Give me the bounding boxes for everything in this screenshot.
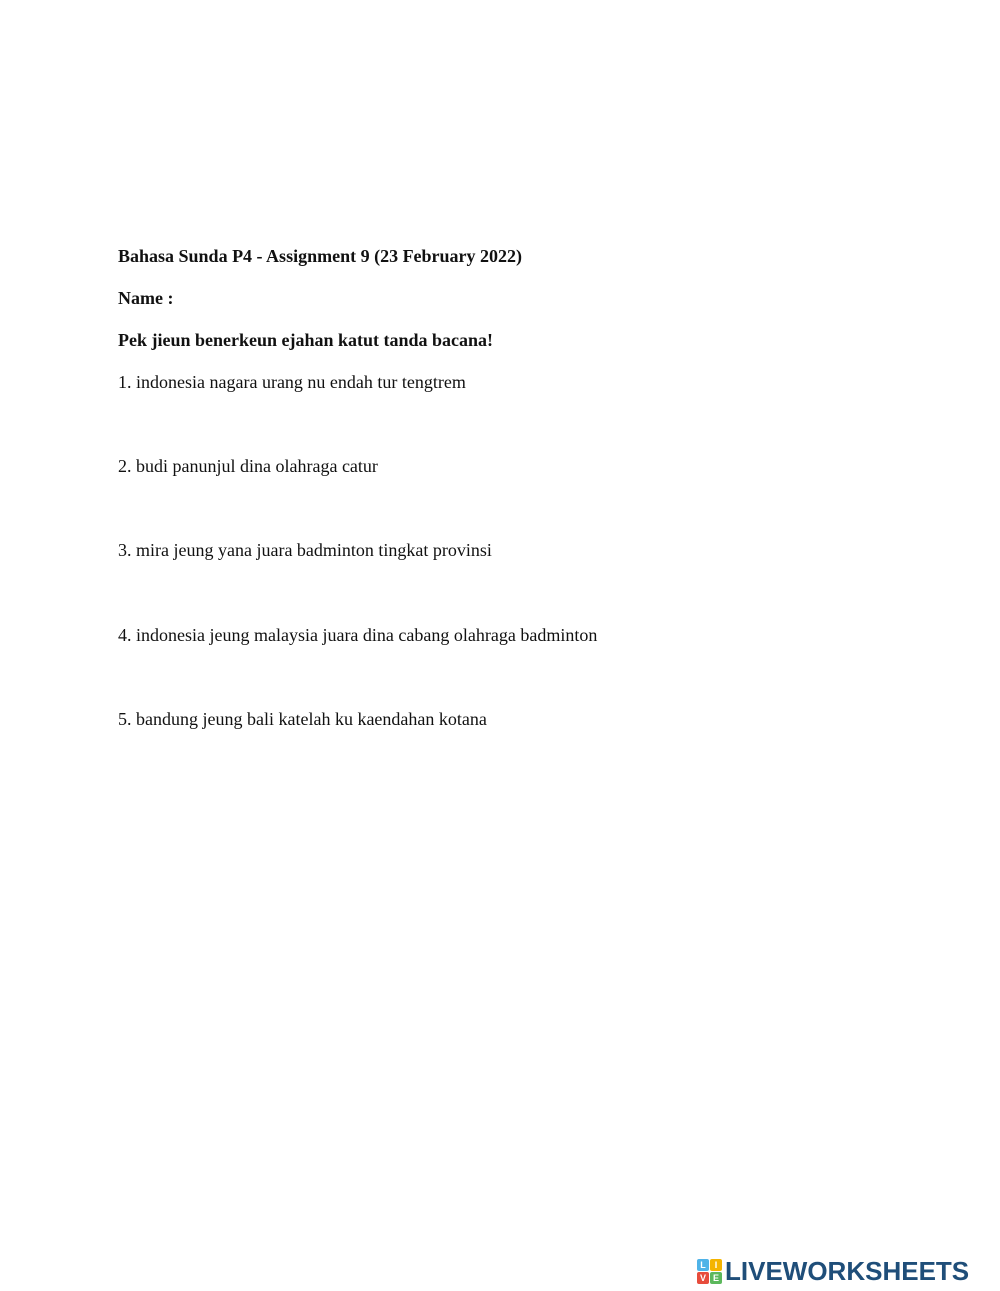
logo-block-e: E	[710, 1272, 722, 1284]
logo-blocks-icon	[697, 1259, 722, 1284]
question-2: 2. budi panunjul dina olahraga catur	[118, 456, 378, 476]
instruction-text: Pek jieun benerkeun ejahan katut tanda bacana!	[118, 330, 494, 350]
logo-block-l: L	[697, 1259, 709, 1271]
question-1: 1. indonesia nagara urang nu endah tur tengtrem	[118, 372, 466, 392]
question-5: 5. bandung jeung bali katelah ku kaendahan kotana	[118, 709, 487, 729]
name-label: Name :	[118, 288, 174, 308]
worksheet-title: Bahasa Sunda P4 - Assignment 9 (23 February 2022)	[118, 246, 523, 266]
question-3: 3. mira jeung yana juara badminton tingkat provinsi	[118, 540, 492, 560]
question-4: 4. indonesia jeung malaysia juara dina cabang olahraga badminton	[118, 625, 598, 645]
logo-block-v: V	[697, 1272, 709, 1284]
logo-block-i: I	[710, 1259, 722, 1271]
liveworksheets-logo	[697, 1257, 969, 1285]
logo-wordmark: LIVEWORKSHEETS	[725, 1255, 970, 1286]
